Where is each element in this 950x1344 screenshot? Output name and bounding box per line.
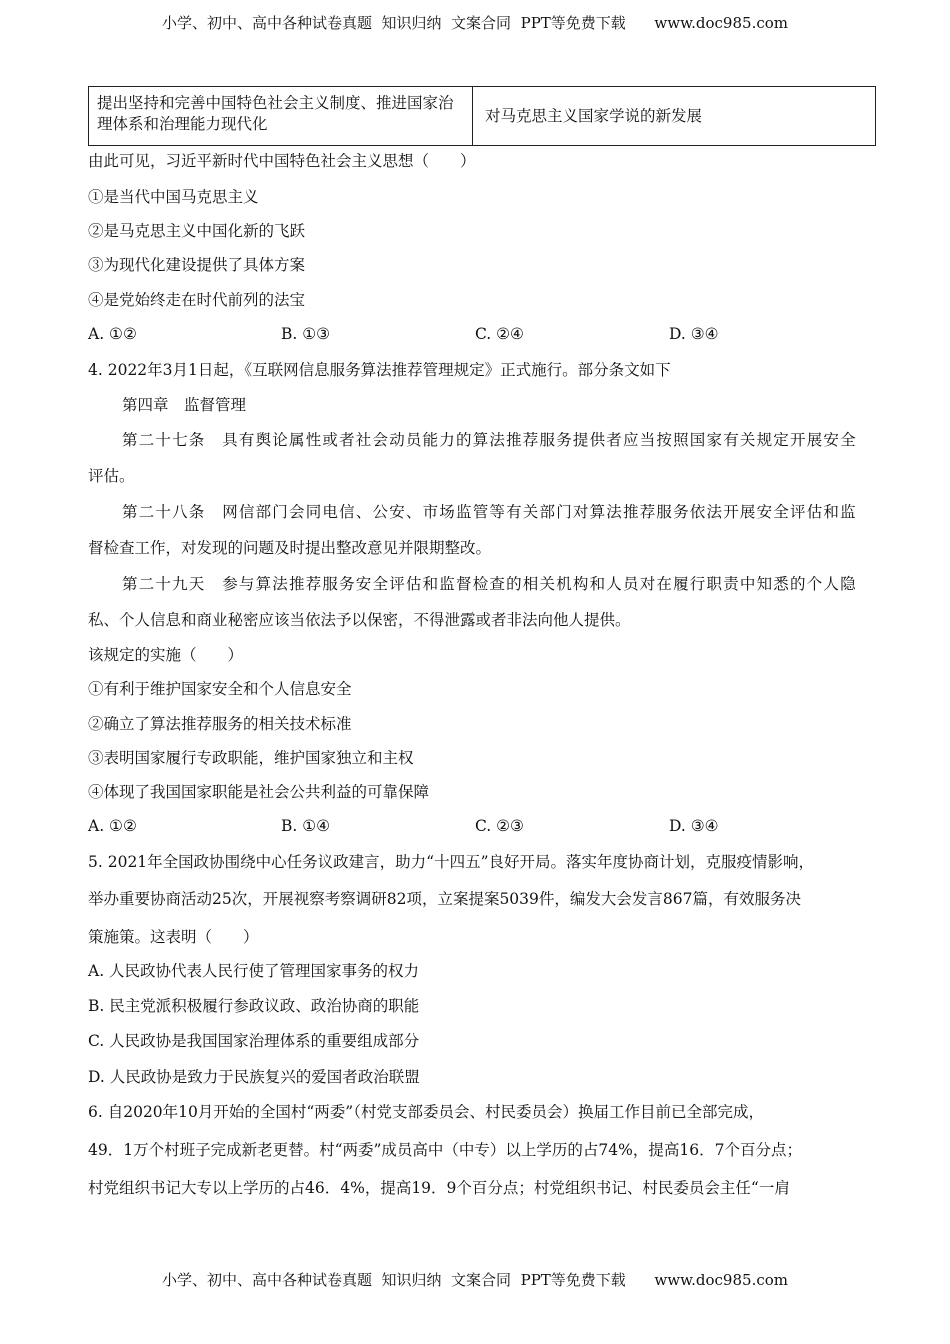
q4-option-c: C. ②③	[475, 817, 524, 835]
page-footer: 小学、初中、高中各种试卷真题 知识归纳 文案合同 PPT等免费下载 www.doc985.com	[161, 1271, 788, 1289]
q5-line-3: 策施策。这表明（ ）	[88, 928, 259, 946]
q3-option-d: D. ③④	[669, 325, 719, 343]
q4-item-1: ①有利于维护国家安全和个人信息安全	[88, 680, 352, 698]
q3-option-b: B. ①③	[281, 325, 331, 343]
q6-line-1: 6. 自2020年10月开始的全国村“两委”（村党支部委员会、村民委员会）换届工作目前已全部完成，	[88, 1103, 764, 1121]
q4-article-27-line1: 第二十七条 具有舆论属性或者社会动员能力的算法推荐服务提供者应当按照国家有关规定开展安全	[122, 431, 857, 449]
q5-option-b: B. 民主党派积极履行参政议政、政治协商的职能	[88, 997, 420, 1015]
q4-chapter: 第四章 监督管理	[122, 396, 247, 414]
q4-item-3: ③表明国家履行专政职能，维护国家独立和主权	[88, 749, 414, 767]
q4-article-29-line2: 私、个人信息和商业秘密应该当依法予以保密，不得泄露或者非法向他人提供。	[88, 611, 631, 629]
q3-item-1: ①是当代中国马克思主义	[88, 188, 259, 206]
q4-article-29-line1: 第二十九天 参与算法推荐服务安全评估和监督检查的相关机构和人员对在履行职责中知悉的个人隐	[122, 575, 857, 593]
q4-option-b: B. ①④	[281, 817, 331, 835]
q4-item-4: ④体现了我国国家职能是社会公共利益的可靠保障	[88, 783, 430, 801]
page-header: 小学、初中、高中各种试卷真题 知识归纳 文案合同 PPT等免费下载 www.doc985.com	[161, 14, 788, 32]
q4-article-27-line2: 评估。	[88, 467, 135, 485]
table-cell-left: 提出坚持和完善中国特色社会主义制度、推进国家治理体系和治理能力现代化	[89, 87, 473, 145]
q3-item-4: ④是党始终走在时代前列的法宝	[88, 291, 306, 309]
q5-option-a: A. 人民政协代表人民行使了管理国家事务的权力	[88, 962, 420, 980]
q4-stem: 4. 2022年3月1日起，《互联网信息服务算法推荐管理规定》正式施行。部分条文如下	[88, 361, 671, 379]
table-cell-right: 对马克思主义国家学说的新发展	[485, 106, 703, 125]
q3-option-c: C. ②④	[475, 325, 524, 343]
q5-option-d: D. 人民政协是致力于民族复兴的爱国者政治联盟	[88, 1068, 420, 1086]
q4-article-28-line2: 督检查工作，对发现的问题及时提出整改意见并限期整改。	[88, 539, 492, 557]
q3-option-a: A. ①②	[88, 325, 137, 343]
q5-option-c: C. 人民政协是我国国家治理体系的重要组成部分	[88, 1032, 420, 1050]
q5-line-1: 5. 2021年全国政协围绕中心任务议政建言，助力“十四五”良好开局。落实年度协商计划，克服疫情影响，	[88, 853, 815, 871]
q4-option-a: A. ①②	[88, 817, 137, 835]
q5-line-2: 举办重要协商活动25次，开展视察考察调研82项，立案提案5039件，编发大会发言867篇，有效服务决	[88, 890, 801, 908]
q6-line-3: 村党组织书记大专以上学历的占46．4%，提高19．9个百分点；村党组织书记、村民委员会主任“一肩	[88, 1179, 790, 1197]
content-table	[88, 86, 876, 146]
q3-item-3: ③为现代化建设提供了具体方案	[88, 256, 306, 274]
q3-item-2: ②是马克思主义中国化新的飞跃	[88, 222, 306, 240]
q3-stem: 由此可见，习近平新时代中国特色社会主义思想（ ）	[88, 152, 476, 170]
q4-article-28-line1: 第二十八条 网信部门会同电信、公安、市场监管等有关部门对算法推荐服务依法开展安全评估和监	[122, 503, 857, 521]
q6-line-2: 49．1万个村班子完成新老更替。村“两委”成员高中（中专）以上学历的占74%，提高16．7个百分点；	[88, 1141, 802, 1159]
q4-item-2: ②确立了算法推荐服务的相关技术标准	[88, 715, 352, 733]
q4-question: 该规定的实施（ ）	[88, 646, 244, 664]
q4-option-d: D. ③④	[669, 817, 719, 835]
